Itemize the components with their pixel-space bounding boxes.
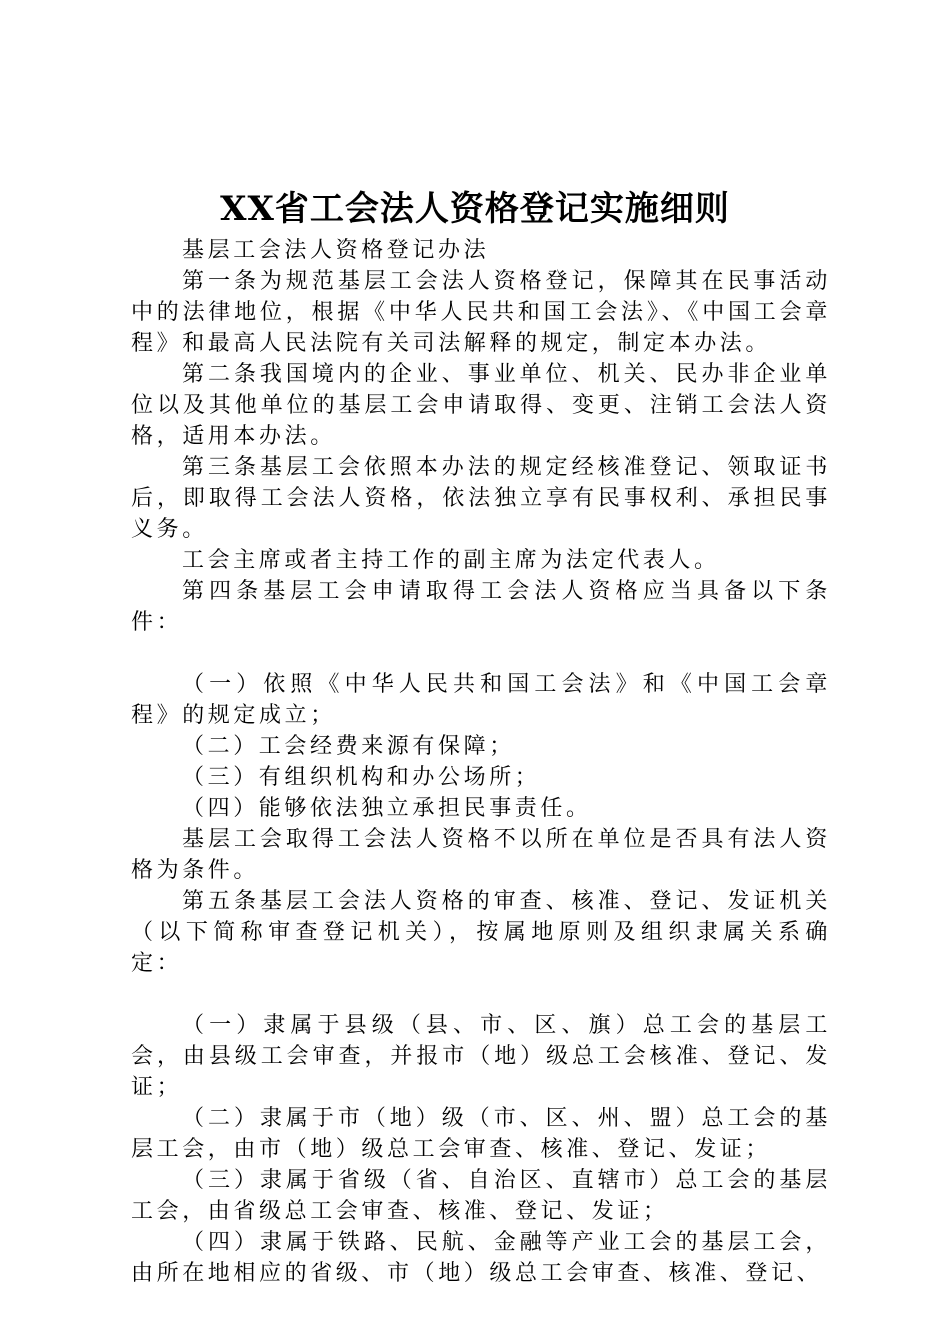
paragraph-article-5: 第五条基层工会法人资格的审查、核准、登记、发证机关（以下简称审查登记机关），按属地原则及组织隶属关系确定： <box>131 889 831 976</box>
paragraph-article-4: 第四条基层工会申请取得工会法人资格应当具备以下条件： <box>131 579 831 635</box>
document-title: XX省工会法人资格登记实施细则 <box>220 189 730 229</box>
paragraph-article-4-note: 基层工会取得工会法人资格不以所在单位是否具有法人资格为条件。 <box>131 827 831 883</box>
paragraph-article-2: 第二条我国境内的企业、事业单位、机关、民办非企业单位以及其他单位的基层工会申请取得、变更、注销工会法人资格，适用本办法。 <box>131 362 831 449</box>
paragraph-article-4-item-2: （二）工会经费来源有保障； <box>182 734 515 759</box>
document-body <box>131 235 831 1289</box>
paragraph-article-1: 第一条为规范基层工会法人资格登记，保障其在民事活动中的法律地位，根据《中华人民共和国工会法》、《中国工会章程》和最高人民法院有关司法解释的规定，制定本办法。 <box>131 269 831 356</box>
paragraph-subtitle: 基层工会法人资格登记办法 <box>182 238 490 263</box>
paragraph-article-3: 第三条基层工会依照本办法的规定经核准登记、领取证书后，即取得工会法人资格，依法独立享有民事权利、承担民事义务。 <box>131 455 831 542</box>
paragraph-article-4-item-4: （四）能够依法独立承担民事责任。 <box>182 796 592 821</box>
paragraph-article-4-item-1: （一）依照《中华人民共和国工会法》和《中国工会章程》的规定成立； <box>131 672 831 728</box>
paragraph-article-5-item-1: （一）隶属于县级（县、市、区、旗）总工会的基层工会，由县级工会审查，并报市（地）级总工会核准、登记、发证； <box>131 1013 831 1100</box>
paragraph-article-5-item-3: （三）隶属于省级（省、自治区、直辖市）总工会的基层工会，由省级总工会审查、核准、登记、发证； <box>131 1168 831 1224</box>
paragraph-article-5-item-2: （二）隶属于市（地）级（市、区、州、盟）总工会的基层工会，由市（地）级总工会审查、核准、登记、发证； <box>131 1106 831 1162</box>
paragraph-article-5-item-4: （四）隶属于铁路、民航、金融等产业工会的基层工会，由所在地相应的省级、市（地）级总工会审查、核准、登记、 <box>131 1230 831 1286</box>
paragraph-article-4-item-3: （三）有组织机构和办公场所； <box>182 765 541 790</box>
paragraph-legal-representative: 工会主席或者主持工作的副主席为法定代表人。 <box>182 548 720 573</box>
